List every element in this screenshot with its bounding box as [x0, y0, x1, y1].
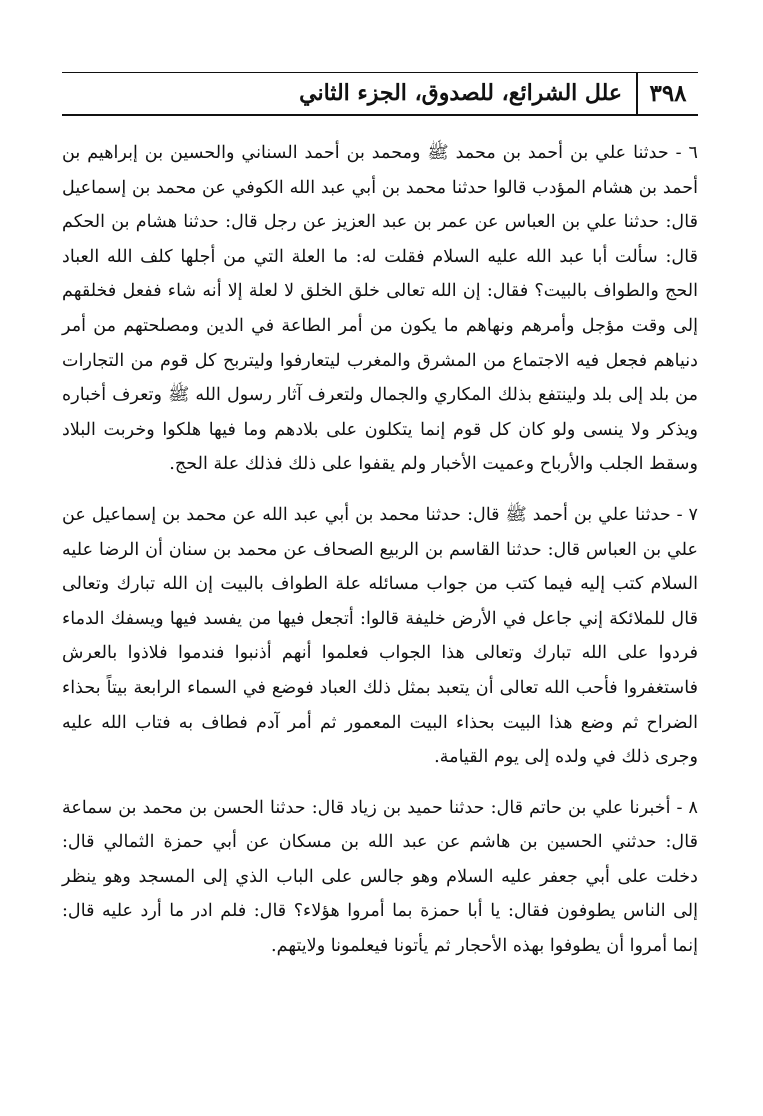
body-text [62, 136, 698, 964]
hadith-paragraph-6: ٦ - حدثنا علي بن أحمد بن محمد ﷺ ومحمد بن أحمد السناني والحسين بن إبراهيم بن أحمد بن هشام المؤدب قالوا حدثنا محمد بن أبي عبد الله الكوفي عن محمد بن إسماعيل قال: حدثنا علي بن العباس عن عمر بن عبد العزيز عن رجل قال: حدثنا هشام بن الحكم قال: سألت أبا عبد الله عليه السلام فقلت له: ما العلة التي من أجلها كلف الله العباد الحج والطواف بالبيت؟ فقال: إن الله تعالى خلق الخلق لا لعلة إلا أنه شاء ففعل فخلقهم إلى وقت مؤجل وأمرهم ونهاهم ما يكون من أمر الطاعة في الدين ومصلحتهم من أمر دنياهم فجعل فيه الاجتماع من المشرق والمغرب ليتعارفوا وليتربح كل قوم من التجارات من بلد إلى بلد ولينتفع بذلك المكاري والجمال ولتعرف آثار رسول الله ﷺ وتعرف أخباره ويذكر ولا ينسى ولو كان كل قوم إنما يتكلون على بلادهم وما فيها هلكوا وخربت البلاد وسقط الجلب والأرباح وعميت الأخبار ولم يقفوا على ذلك فذلك علة الحج. [62, 143, 698, 475]
page-header [62, 72, 698, 116]
page-number: ٣٩٨ [636, 72, 698, 114]
hadith-paragraph-7: ٧ - حدثنا علي بن أحمد ﷺ قال: حدثنا محمد بن أبي عبد الله عن محمد بن إسماعيل عن علي بن العباس قال: حدثنا القاسم بن الربيع الصحاف عن محمد بن سنان أن الرضا عليه السلام كتب إليه فيما كتب من جواب مسائله علة الطواف بالبيت إن الله تبارك وتعالى قال للملائكة إني جاعل في الأرض خليفة قالوا: أتجعل فيها من يفسد فيها ويسفك الدماء فردوا على الله تبارك وتعالى هذا الجواب فعلموا أنهم أذنبوا فندموا فلاذوا بالعرش فاستغفروا فأحب الله تعالى أن يتعبد بمثل ذلك العباد فوضع في السماء الرابعة بيتاً بحذاء الضراح ثم وضع هذا البيت بحذاء البيت المعمور ثم أمر آدم فطاف به فتاب الله عليه وجرى ذلك في ولده إلى يوم القيامة. [62, 504, 698, 768]
book-page [62, 72, 698, 980]
running-title: علل الشرائع، للصدوق، الجزء الثاني [299, 80, 622, 106]
hadith-paragraph-8: ٨ - أخبرنا علي بن حاتم قال: حدثنا حميد بن زياد قال: حدثنا الحسن بن محمد بن سماعة قال: حدثني الحسين بن هاشم عن عبد الله بن مسكان عن أبي حمزة الثمالي قال: دخلت على أبي جعفر عليه السلام وهو جالس على الباب الذي إلى المسجد وهو ينظر إلى الناس يطوفون فقال: يا أبا حمزة بما أمروا هؤلاء؟ قال: فلم ادر ما أرد عليه قال: إنما أمروا أن يطوفوا بهذه الأحجار ثم يأتونا فيعلمونا ولايتهم. [62, 797, 698, 957]
